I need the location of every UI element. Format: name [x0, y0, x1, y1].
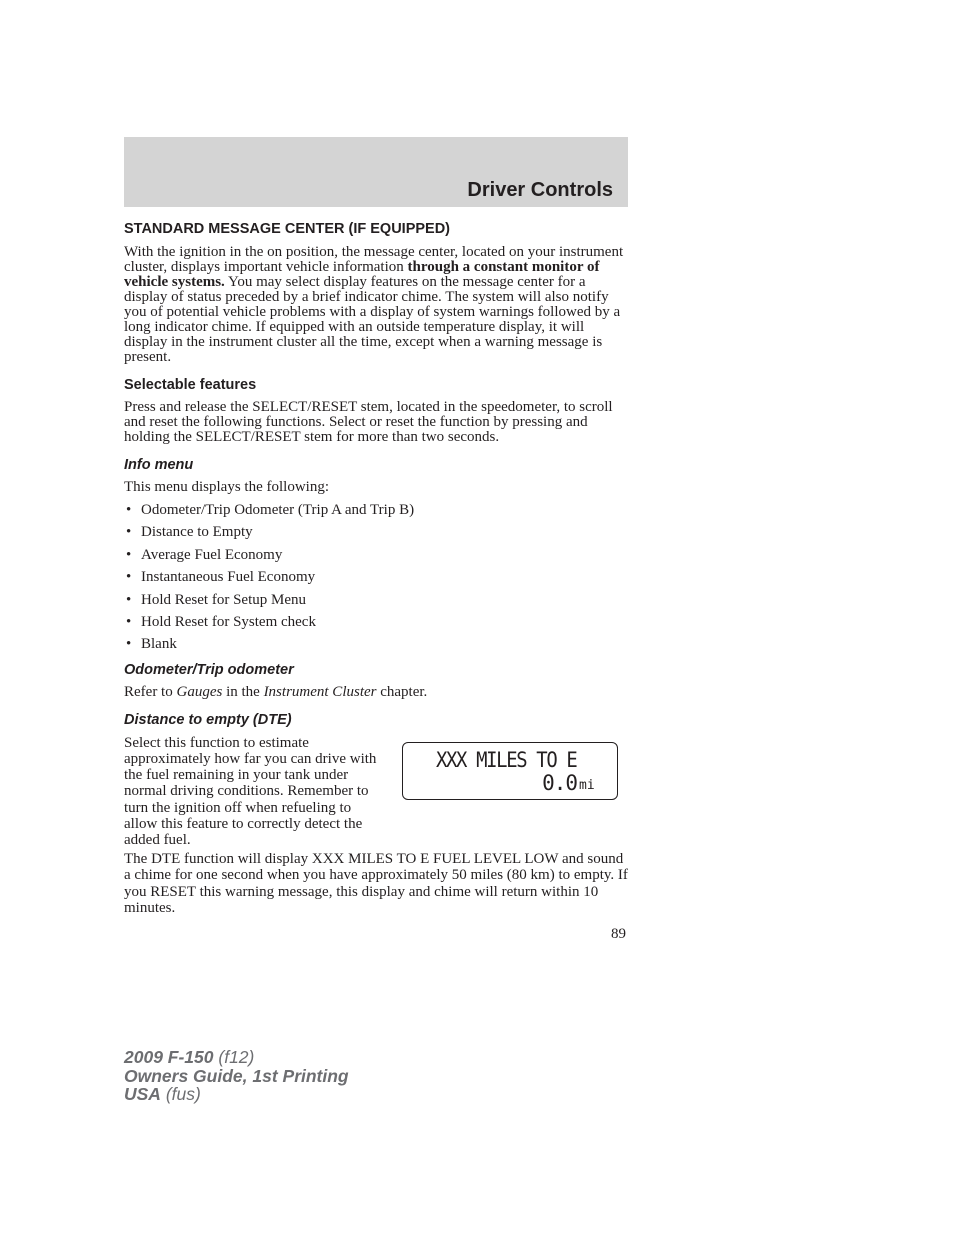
message-center-display [402, 742, 618, 800]
odometer-heading: Odometer/Trip odometer [124, 661, 294, 678]
list-item [124, 523, 630, 545]
section-heading: STANDARD MESSAGE CENTER (IF EQUIPPED) [124, 221, 451, 237]
dte-body: Select this function to estimate approximately how far you can drive with the fuel remaining in your tank under normal driving conditions. Remember to turn the ignition off when refueling to allow this feature to correctly detect the added fuel. [124, 734, 377, 848]
intro-text-bold: through a constant monitor of vehicle systems. [124, 259, 600, 290]
display-message: XXX MILES TO E [436, 747, 577, 772]
list-item [124, 546, 630, 568]
dte-row [124, 734, 630, 848]
footer-model: 2009 F-150 [124, 1047, 214, 1067]
list-item [124, 613, 630, 635]
info-menu-list [124, 501, 630, 658]
section-intro [124, 245, 630, 365]
reference-cluster: Instrument Cluster [263, 683, 377, 700]
selectable-features-body: Press and release the SELECT/RESET stem, located in the speedometer, to scroll and reset the following functions. Select or reset the function by pressing and holding the SELECT/RESET stem for more than two seconds. [124, 399, 613, 445]
reference-text: chapter. [376, 683, 428, 700]
chapter-title: Driver Controls [467, 179, 613, 201]
footer-market: USA [124, 1084, 161, 1104]
list-item-label: Instantaneous Fuel Economy [141, 569, 316, 586]
reference-text: in the [222, 683, 264, 700]
intro-text-b: You may select display features on the message center for a display of status preceded by a brief indicator chime. The system will also notify you of potential vehicle problems with a display of system warnings followed by a long indicator chime. If equipped with an outside temperature display, it will display in the instrument cluster all the time, except when a warning message is present. [124, 274, 621, 365]
bullet-icon: • [126, 636, 132, 653]
page-number: 89 [611, 926, 626, 942]
footer-guide: Owners Guide, 1st Printing [124, 1065, 349, 1086]
list-item-label: Odometer/Trip Odometer (Trip A and Trip B) [141, 502, 415, 518]
display-value: 0.0 [542, 770, 577, 795]
selectable-features-heading: Selectable features [124, 377, 257, 393]
list-item-label: Hold Reset for System check [141, 613, 316, 630]
bullet-icon: • [126, 546, 132, 563]
list-item-label: Distance to Empty [141, 524, 253, 541]
list-item [124, 591, 630, 613]
odometer-reference [124, 685, 630, 700]
dte-warning-text: The DTE function will display XXX MILES TO E FUEL LEVEL LOW and sound a chime for one second when you have approximately 50 miles (80 km) to empty. If you RESET this warning message, this display and chime will return within 10 minutes. [124, 850, 628, 917]
footer-market-code: (fus) [160, 1084, 201, 1104]
list-item-label: Blank [141, 636, 177, 653]
page-content [124, 221, 630, 917]
bullet-icon: • [126, 613, 132, 630]
dte-heading: Distance to empty (DTE) [124, 711, 292, 728]
list-item [124, 568, 630, 590]
list-item [124, 635, 630, 657]
reference-text: Refer to [124, 683, 177, 700]
bullet-icon: • [126, 591, 132, 608]
reference-gauges: Gauges [176, 683, 223, 700]
footer-model-code: (f12) [213, 1047, 255, 1067]
intro-text-a: With the ignition in the on position, the message center, located on your instrument cluster, displays important vehicle information [124, 244, 624, 275]
bullet-icon: • [126, 524, 132, 541]
list-item [124, 501, 630, 523]
info-menu-intro: This menu displays the following: [124, 479, 329, 495]
info-menu-heading: Info menu [124, 457, 194, 473]
bullet-icon: • [126, 502, 132, 518]
list-item-label: Average Fuel Economy [141, 546, 283, 563]
bullet-icon: • [126, 569, 132, 586]
document-footer [124, 1048, 349, 1104]
display-unit: mi [579, 777, 595, 793]
chapter-header-band [124, 137, 628, 207]
list-item-label: Hold Reset for Setup Menu [141, 591, 306, 608]
